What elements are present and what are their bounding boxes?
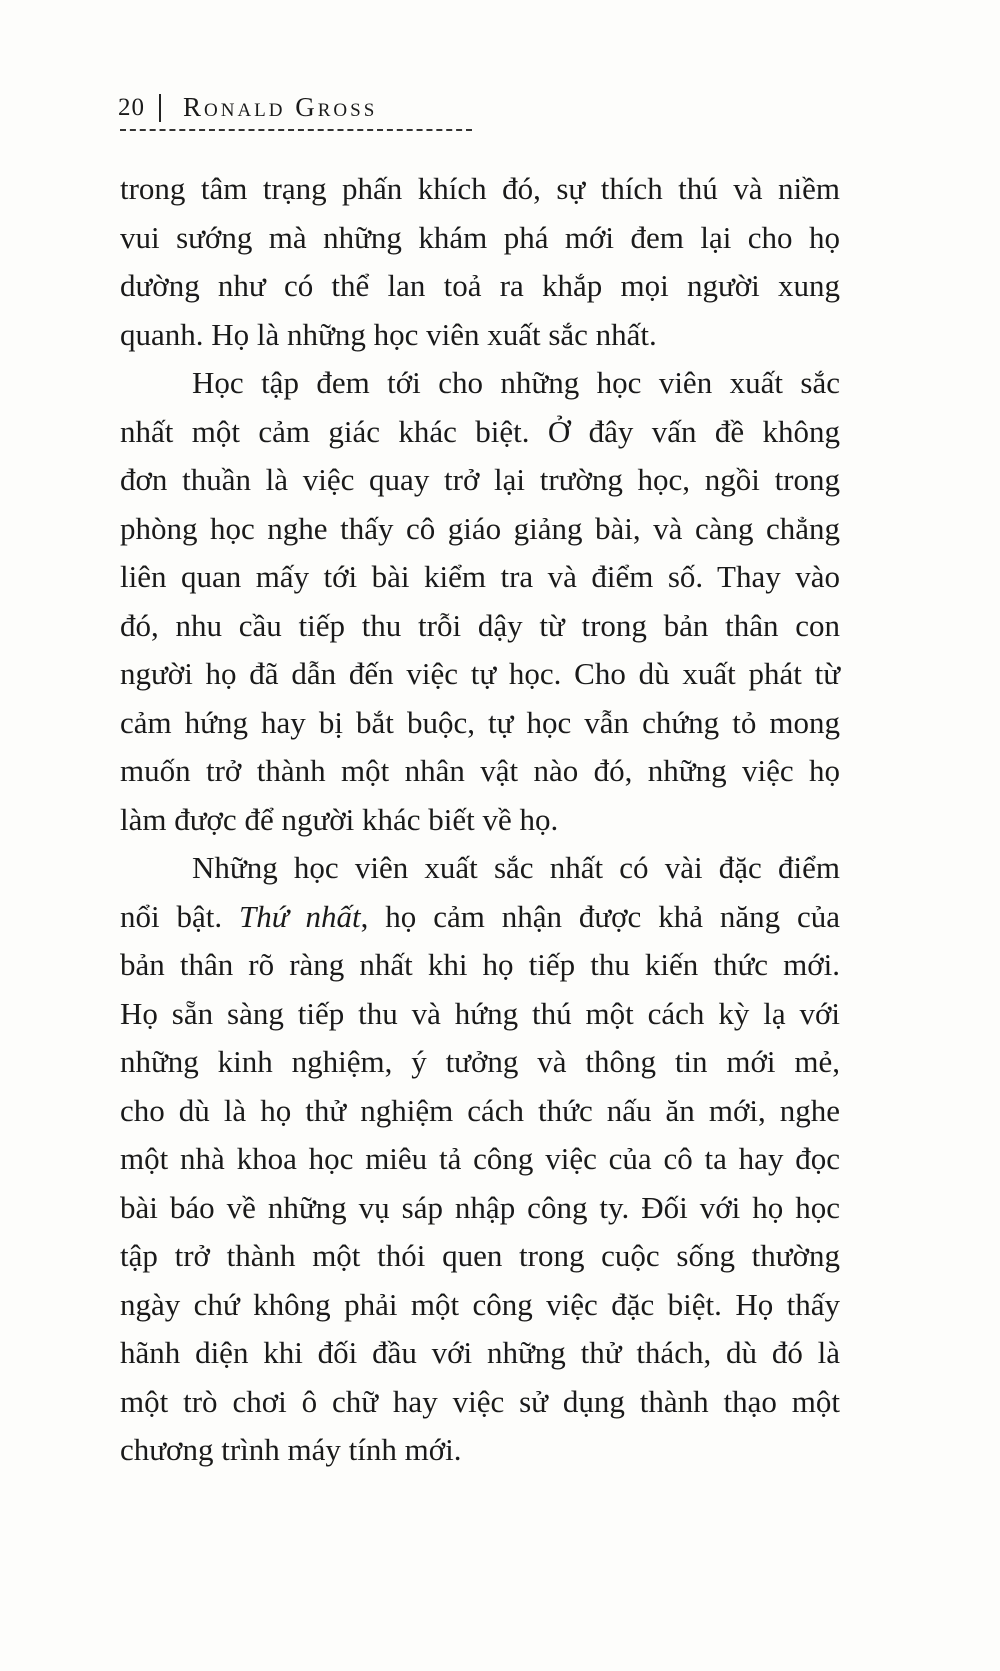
author-name: Ronald Gross bbox=[183, 92, 378, 122]
text-line: Học tập đem tới cho những học viên xuất sắc bbox=[192, 365, 840, 400]
text-line: một trò chơi ô chữ hay việc sử dụng thành thạo một bbox=[120, 1383, 840, 1419]
paragraph-3 bbox=[120, 844, 840, 1475]
text-line: Họ sẵn sàng tiếp thu và hứng thú một cách kỳ lạ với bbox=[120, 995, 840, 1031]
text-line: cho dù là họ thử nghiệm cách thức nấu ăn mới, nghe bbox=[120, 1092, 840, 1128]
text-line: người họ đã dẫn đến việc tự học. Cho dù xuất phát từ bbox=[120, 656, 840, 691]
text-line: ngày chứ không phải một công việc đặc biệt. Họ thấy bbox=[120, 1286, 840, 1322]
text-line: đó, nhu cầu tiếp thu trỗi dậy từ trong bản thân con bbox=[120, 607, 840, 643]
text-line: quanh. Họ là những học viên xuất sắc nhất. bbox=[120, 316, 657, 352]
text-line: những kinh nghiệm, ý tưởng và thông tin mới mẻ, bbox=[120, 1044, 840, 1079]
text-line: hãnh diện khi đối đầu với những thử thách, dù đó là bbox=[120, 1335, 840, 1370]
text-line: vui sướng mà những khám phá mới đem lại cho họ bbox=[120, 219, 840, 255]
text-line: một nhà khoa học miêu tả công việc của cô ta hay đọc bbox=[120, 1141, 840, 1176]
header-separator bbox=[159, 94, 161, 122]
text-line: phòng học nghe thấy cô giáo giảng bài, và càng chẳng bbox=[120, 510, 840, 546]
text-line: Những học viên xuất sắc nhất có vài đặc điểm bbox=[192, 850, 840, 885]
text-span: , họ cảm nhận được khả năng của bbox=[360, 898, 840, 934]
text-line: liên quan mấy tới bài kiểm tra và điểm số. Thay vào bbox=[120, 559, 840, 594]
text-line bbox=[120, 893, 840, 942]
running-header bbox=[118, 92, 377, 123]
italic-phrase: Thứ nhất bbox=[239, 898, 361, 934]
text-line: đơn thuần là việc quay trở lại trường học, ngồi trong bbox=[120, 462, 840, 497]
text-line: chương trình máy tính mới. bbox=[120, 1432, 462, 1467]
text-span: nổi bật. bbox=[120, 898, 223, 934]
text-line: bản thân rõ ràng nhất khi họ tiếp thu kiến thức mới. bbox=[120, 947, 840, 982]
text-line: làm được để người khác biết về họ. bbox=[120, 801, 559, 837]
text-line: cảm hứng hay bị bắt buộc, tự học vẫn chứng tỏ mong bbox=[120, 704, 840, 740]
text-line: nhất một cảm giác khác biệt. Ở đây vấn đề không bbox=[120, 413, 840, 449]
page-number: 20 bbox=[118, 93, 145, 121]
header-dashed-rule bbox=[120, 129, 472, 131]
text-line: dường như có thể lan toả ra khắp mọi người xung bbox=[120, 268, 840, 303]
paragraph-2 bbox=[120, 359, 840, 844]
paragraph-1 bbox=[120, 165, 840, 359]
page-body bbox=[120, 165, 840, 1475]
text-line: bài báo về những vụ sáp nhập công ty. Đối với họ học bbox=[120, 1189, 840, 1225]
text-line: tập trở thành một thói quen trong cuộc sống thường bbox=[120, 1238, 840, 1273]
text-line: trong tâm trạng phấn khích đó, sự thích thú và niềm bbox=[120, 171, 840, 206]
text-line: muốn trở thành một nhân vật nào đó, những việc họ bbox=[120, 753, 840, 788]
